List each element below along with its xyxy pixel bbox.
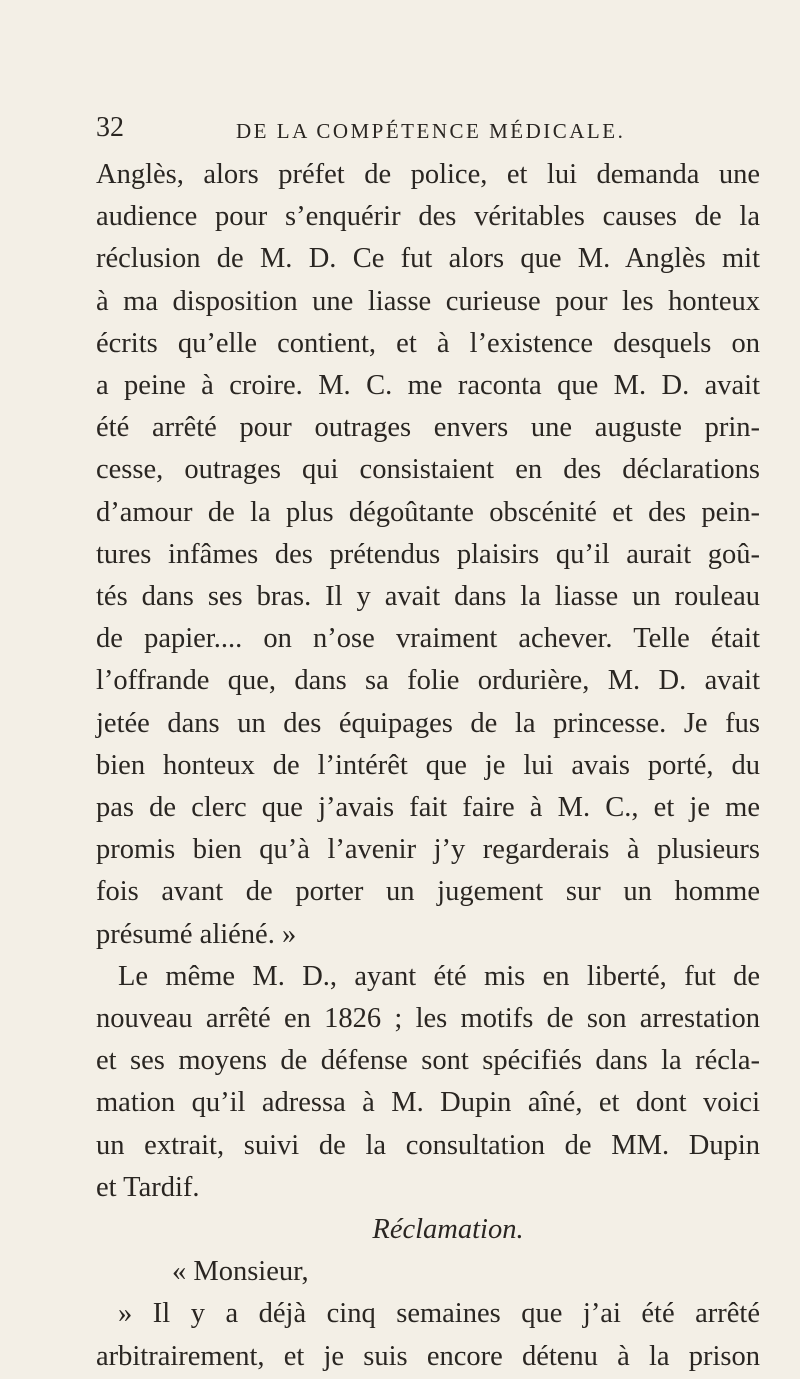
text-line: présumé aliéné. »	[96, 918, 297, 950]
text-line: » Il y a déjà cinq semaines que j’ai été arrêté	[118, 1298, 760, 1330]
text-line: cesse, outrages qui consistaient en des déclarations	[96, 454, 760, 486]
text-line: nouveau arrêté en 1826 ; les motifs de son arrestation	[96, 1003, 760, 1035]
text-line: promis bien qu’à l’avenir j’y regarderais à plusieurs	[96, 834, 760, 866]
text-line: tures infâmes des prétendus plaisirs qu’il aurait goû-	[96, 538, 760, 570]
text-line: a peine à croire. M. C. me raconta que M. D. avait	[96, 370, 760, 402]
text-line: réclusion de M. D. Ce fut alors que M. Anglès mit	[96, 243, 760, 275]
salutation: « Monsieur,	[172, 1256, 309, 1288]
text-line: mation qu’il adressa à M. Dupin aîné, et dont voici	[96, 1087, 760, 1119]
page-number: 32	[96, 112, 124, 143]
text-line: arbitrairement, et je suis encore détenu à la prison	[96, 1340, 760, 1372]
text-line: et ses moyens de défense sont spécifiés dans la récla-	[96, 1045, 760, 1077]
text-line: et Tardif.	[96, 1171, 200, 1203]
text-line: fois avant de porter un jugement sur un homme	[96, 876, 760, 908]
text-line: été arrêté pour outrages envers une auguste prin-	[96, 412, 760, 444]
text-line: tés dans ses bras. Il y avait dans la liasse un rouleau	[96, 581, 760, 613]
text-line: d’amour de la plus dégoûtante obscénité et des pein-	[96, 496, 760, 528]
text-line: jetée dans un des équipages de la princesse. Je fus	[96, 707, 760, 739]
page-header	[96, 110, 760, 154]
section-heading: Réclamation.	[372, 1214, 524, 1246]
body-text	[96, 154, 760, 1378]
text-line: Le même M. D., ayant été mis en liberté, fut de	[118, 960, 760, 992]
text-line: Anglès, alors préfet de police, et lui demanda une	[96, 159, 760, 190]
text-line: à ma disposition une liasse curieuse pour les honteux	[96, 285, 760, 317]
text-line: audience pour s’enquérir des véritables causes de la	[96, 201, 760, 233]
running-head: DE LA COMPÉTENCE MÉDICALE.	[236, 119, 626, 143]
text-line: de papier.... on n’ose vraiment achever. Telle était	[96, 623, 760, 655]
text-line: pas de clerc que j’avais fait faire à M. C., et je me	[96, 792, 760, 824]
text-line: un extrait, suivi de la consultation de MM. Dupin	[96, 1129, 760, 1161]
text-line: écrits qu’elle contient, et à l’existence desquels on	[96, 327, 760, 359]
text-line: l’offrande que, dans sa folie ordurière, M. D. avait	[96, 665, 760, 697]
text-line: bien honteux de l’intérêt que je lui avais porté, du	[96, 749, 760, 781]
